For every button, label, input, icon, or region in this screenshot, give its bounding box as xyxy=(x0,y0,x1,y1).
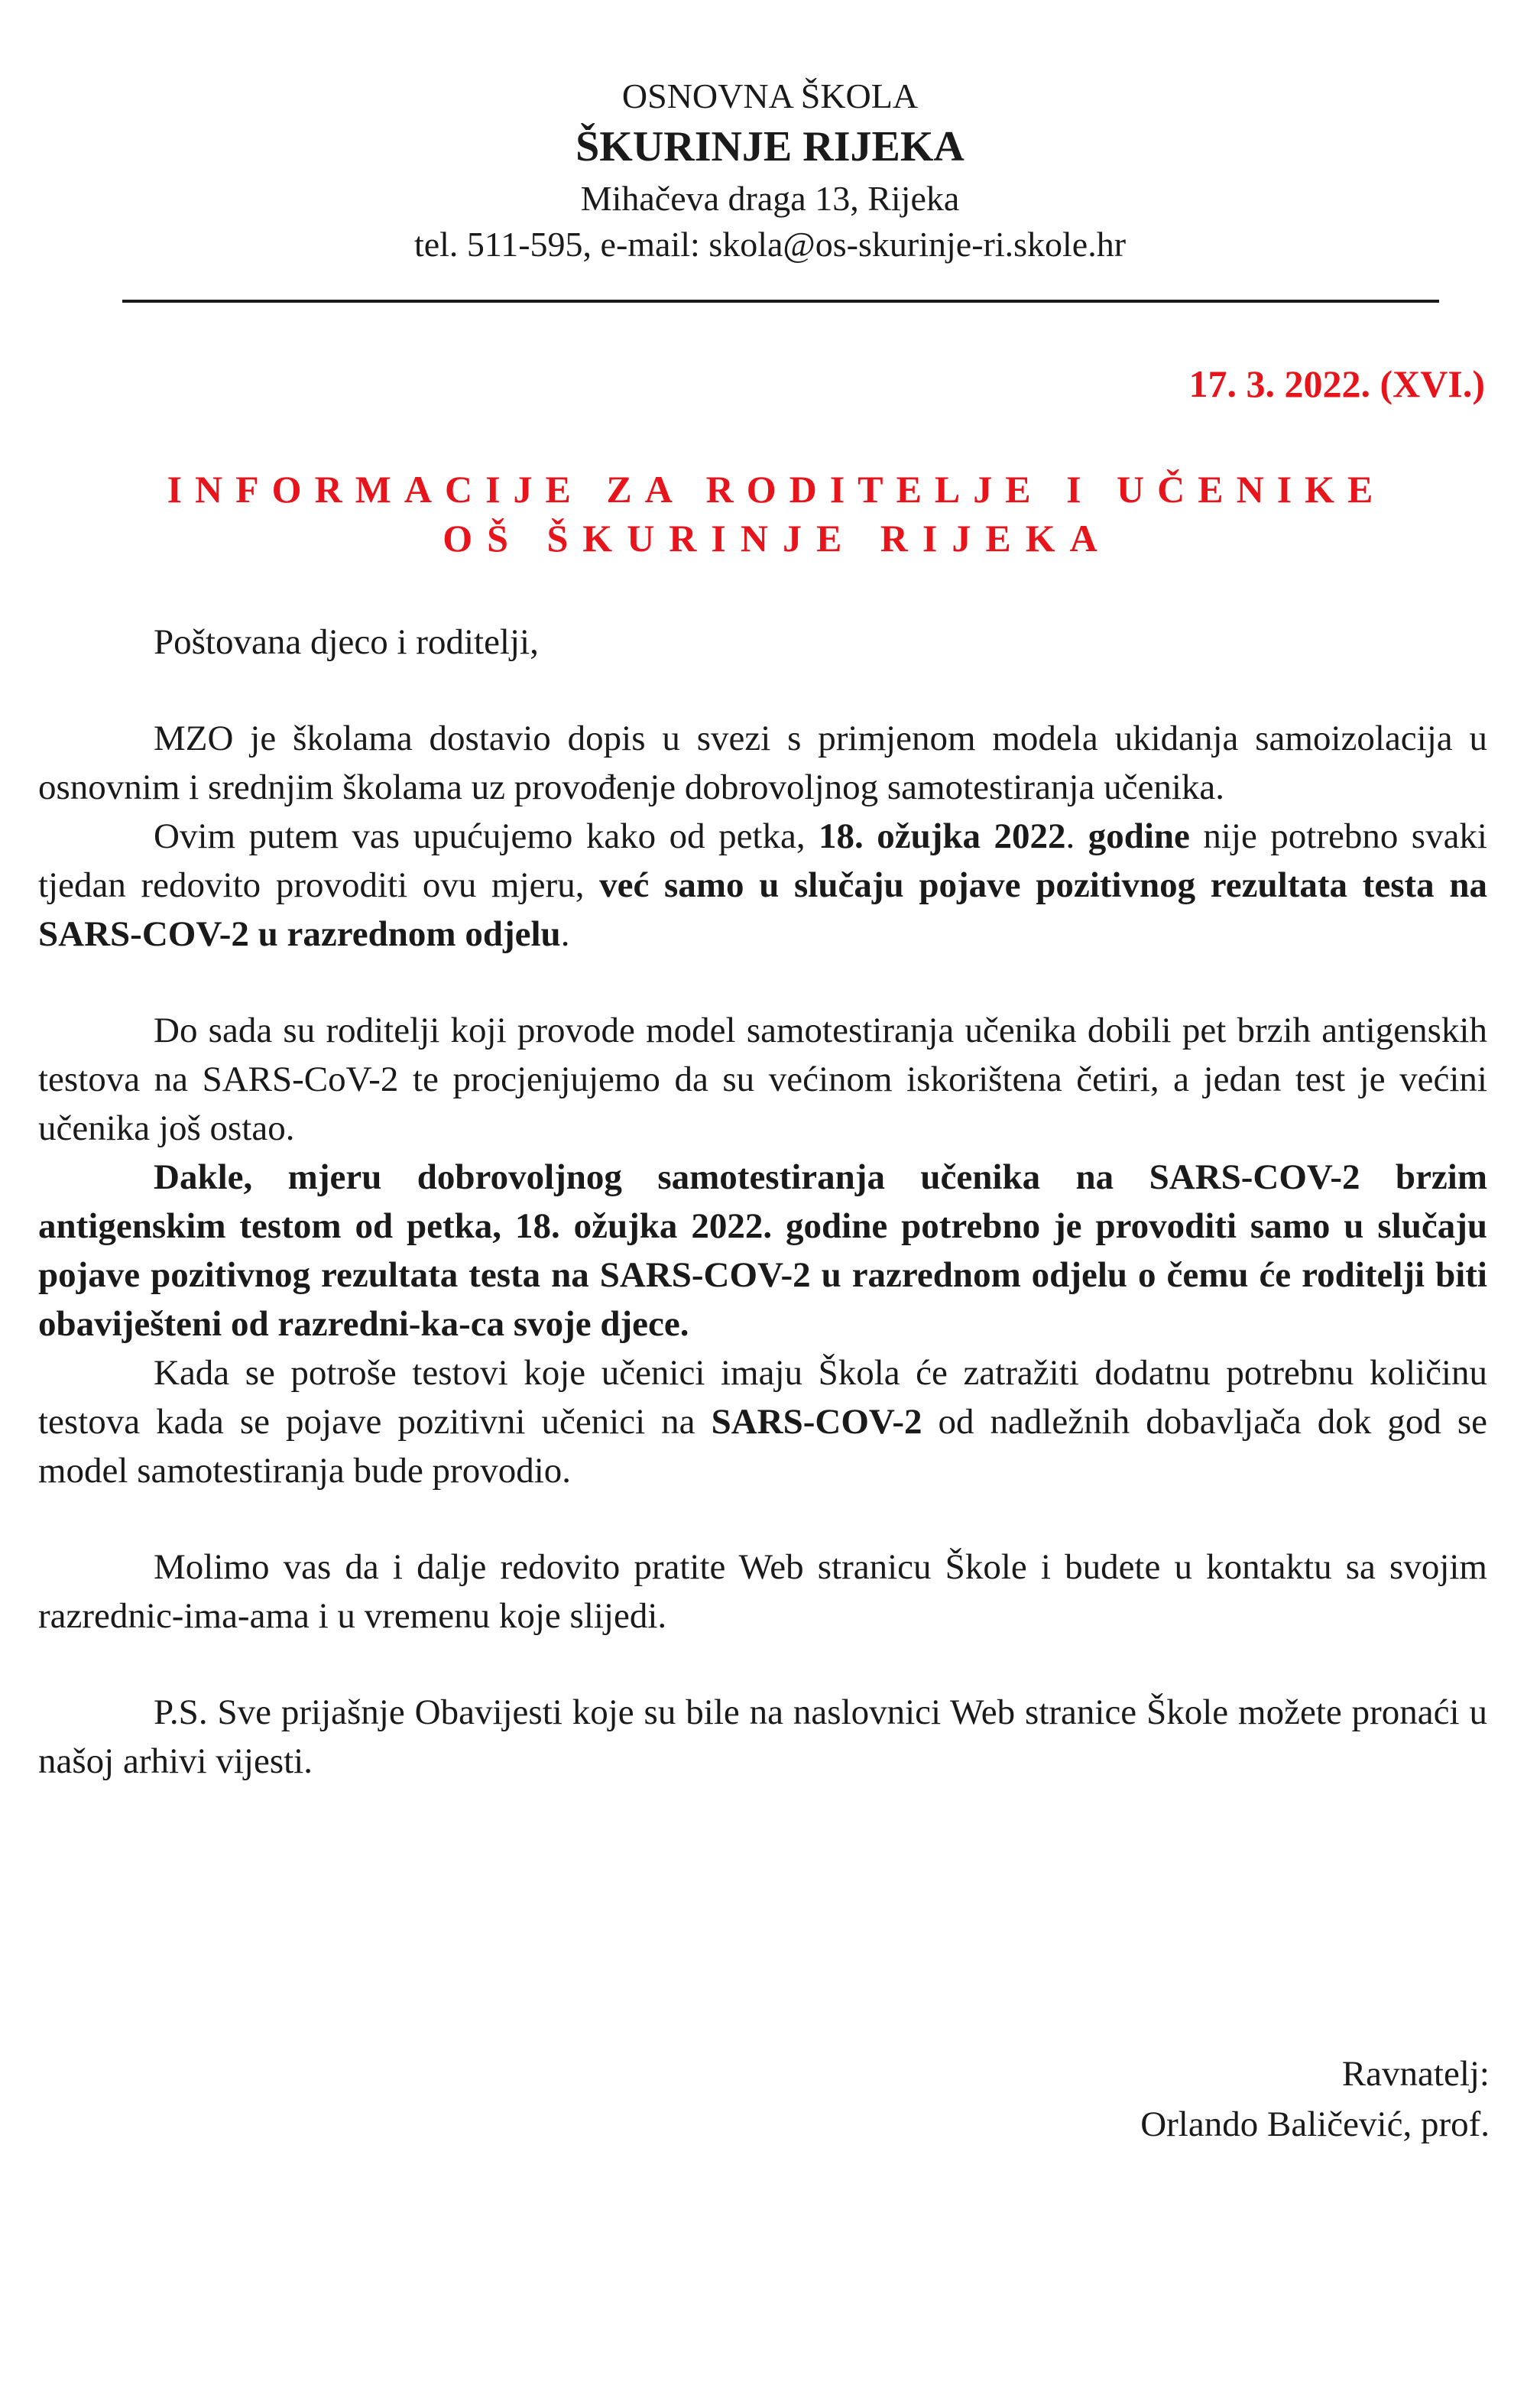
paragraph-2-text-a: Ovim putem vas upućujemo kako od petka, xyxy=(154,816,819,856)
title-line-2: OŠ ŠKURINJE RIJEKA xyxy=(443,517,1112,560)
document-title xyxy=(0,465,1540,563)
signature-name: Orlando Baličević, prof. xyxy=(1140,2104,1490,2144)
school-name: ŠKURINJE RIJEKA xyxy=(575,123,965,170)
paragraph-2 xyxy=(38,812,1487,959)
signature-block xyxy=(1140,2049,1490,2150)
paragraph-2-date: 18. ožujka 2022 xyxy=(819,816,1066,856)
paragraph-5-emphasis: SARS-COV-2 xyxy=(711,1402,922,1442)
paragraph-2-text-b: . xyxy=(1065,816,1088,856)
paragraph-4: Dakle, mjeru dobrovoljnog samotestiranja učenika na SARS-COV-2 brzim antigenskim testom od petka, 18. ožujka 2022. godine potrebno je provoditi samo u slučaju pojave pozitivnog rezultata testa na SARS-COV-2 u razrednom odjelu o čemu će roditelji biti obaviješteni od razredni-ka-ca svoje djece. xyxy=(38,1157,1487,1344)
greeting: Poštovana djeco i roditelji, xyxy=(154,622,539,662)
paragraph-2-godine: godine xyxy=(1088,816,1190,856)
document-date: 17. 3. 2022. (XVI.) xyxy=(1188,362,1485,405)
paragraph-2-end: . xyxy=(560,914,570,954)
letterhead-line1: OSNOVNA ŠKOLA xyxy=(621,76,919,115)
header-divider xyxy=(122,300,1439,303)
letterhead xyxy=(0,73,1540,268)
paragraph-2-emphasis: već samo u slučaju pojave pozitivnog rezultata testa na SARS-COV-2 u razrednom odjelu xyxy=(38,865,1488,954)
signature-role: Ravnatelj: xyxy=(1341,2054,1490,2094)
school-contact: tel. 511-595, e-mail: skola@os-skurinje-ri.skole.hr xyxy=(413,225,1127,264)
paragraph-3: Do sada su roditelji koji provode model samotestiranja učenika dobili pet brzih antigenskih testova na SARS-CoV-2 te procjenjujemo da su većinom iskorištena četiri, a jedan test je većini učenika još ostao. xyxy=(38,1011,1487,1148)
paragraph-5-text-b: od nadležnih dobavljača dok god se model samotestiranja bude provodio. xyxy=(38,1402,1487,1491)
paragraph-7: P.S. Sve prijašnje Obavijesti koje su bile na naslovnici Web stranice Škole možete pronaći u našoj arhivi vijesti. xyxy=(38,1692,1487,1781)
school-address: Mihačeva draga 13, Rijeka xyxy=(580,179,960,218)
title-line-1: INFORMACIJE ZA RODITELJE I UČENIKE xyxy=(167,468,1386,511)
paragraph-6: Molimo vas da i dalje redovito pratite Web stranicu Škole i budete u kontaktu sa svojim razrednic-ima-ama i u vremenu koje slijedi. xyxy=(38,1547,1487,1636)
paragraph-5-text-a: Kada se potroše testovi koje učenici imaju Škola će zatražiti dodatnu potrebnu količinu testova kada se pojave pozitivni učenici na xyxy=(38,1353,1487,1442)
paragraph-5 xyxy=(38,1348,1487,1495)
letter-body xyxy=(38,618,1487,1786)
paragraph-2-text-c: nije potrebno svaki tjedan redovito provoditi ovu mjeru, xyxy=(38,816,1487,905)
paragraph-1: MZO je školama dostavio dopis u svezi s primjenom modela ukidanja samoizolacija u osnovnim i srednjim školama uz provođenje dobrovoljnog samotestiranja učenika. xyxy=(38,719,1487,807)
